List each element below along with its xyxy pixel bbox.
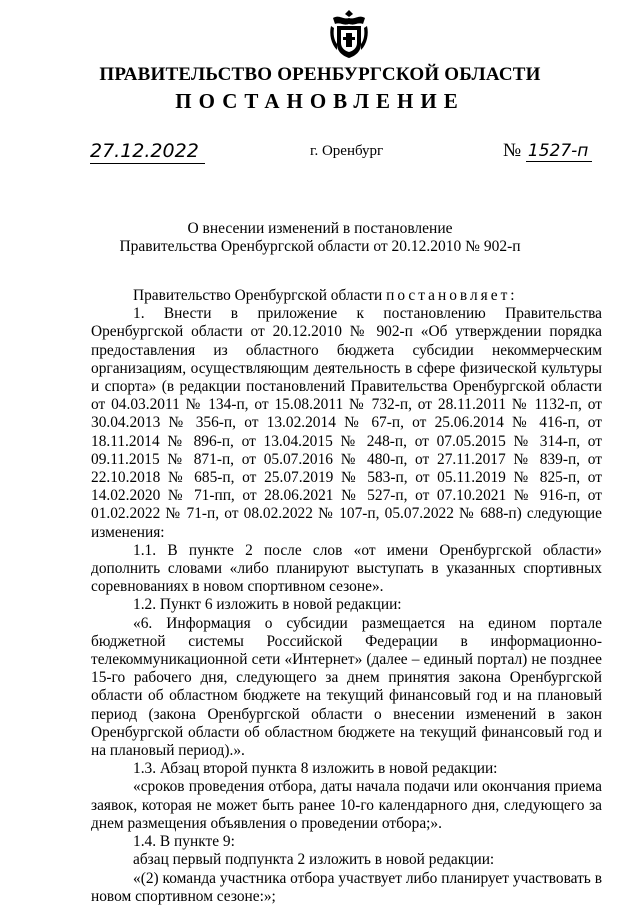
oblast-coat-of-arms-icon	[327, 8, 371, 60]
number-value: 1527-п	[526, 141, 593, 162]
document-number	[503, 140, 592, 162]
paragraph-1-2: 1.2. Пункт 6 изложить в новой редакции:	[133, 596, 402, 614]
document-body	[91, 287, 602, 906]
number-label: №	[503, 140, 522, 161]
intro-paragraph	[91, 287, 602, 305]
subject-line-2: Правительства Оренбургской области от 20.12.2010 № 902-п	[119, 238, 521, 255]
paragraph-item-6: «6. Информация о субсидии размещается на едином портале бюджетной системы Российской Федерации в информационно-телекоммуникационной сети «Интернет» (далее – единый портал) не позднее 15-го рабочего дня, следующего за днем принятия закона Оренбургской области об областном бюджете на текущий финансовый год и на плановый период (закона Оренбургской области о внесении изменений в закон Оренбургской области об областном бюджете на текущий финансовый год и на плановый период).».	[91, 614, 602, 760]
organization-title: ПРАВИТЕЛЬСТВО ОРЕНБУРГСКОЙ ОБЛАСТИ	[99, 64, 541, 85]
paragraph-item-8: «сроков проведения отбора, даты начала подачи или окончания приема заявок, которая не может быть ранее 10-го календарного дня, следующего за днем размещения объявления о проведении отбора;».	[91, 778, 602, 832]
paragraph-subitem-2-text: «(2) команда участника отбора участвует либо планирует участвовать в новом спортивном сезоне:»;	[91, 869, 602, 905]
paragraph-subitem-2: абзац первый подпункта 2 изложить в новой редакции:	[133, 851, 495, 869]
document-city: г. Оренбург	[310, 143, 384, 159]
intro-prefix: Правительство Оренбургской области	[133, 287, 387, 304]
paragraph-1-1: 1.1. В пункте 2 после слов «от имени Оренбургской области» дополнить словами «либо планируют выступать в указанных спортивных соревнованиях в новом спортивном сезоне».	[91, 541, 602, 596]
intro-decree-word: постановляет:	[386, 287, 518, 304]
document-subject	[0, 220, 640, 256]
document-date: 27.12.2022	[90, 140, 205, 164]
subject-line-1: О внесении изменений в постановление	[187, 220, 453, 237]
paragraph-1: 1. Внести в приложение к постановлению Правительства Оренбургской области от 20.12.2010 № 902-п «Об утверждении порядка предоставления из областного бюджета субсидии некоммерческим организациям, осуществляющим деятельность в сфере физической культуры и спорта» (в редакции постановлений Правительства Оренбургской области от 04.03.2011 № 134-п, от 15.08.2011 № 732-п, от 28.11.2011 № 1132-п, от 30.04.2013 № 356-п, от 13.02.2014 № 67-п, от 25.06.2014 № 416-п, от 18.11.2014 № 896-п, от 13.04.2015 № 248-п, от 07.05.2015 № 314-п, от 09.11.2015 № 871-п, от 05.07.2016 № 480-п, от 27.11.2017 № 839-п, от 22.10.2018 № 685-п, от 25.07.2019 № 583-п, от 05.11.2019 № 825-п, от 14.02.2020 № 71-пп, от 28.06.2021 № 527-п, от 07.10.2021 № 916-п, от 01.02.2022 № 71-п, от 08.02.2022 № 107-п, 05.07.2022 № 688-п) следующие изменения:	[91, 305, 602, 541]
paragraph-1-3: 1.3. Абзац второй пункта 8 изложить в новой редакции:	[133, 760, 498, 778]
paragraph-1-4: 1.4. В пункте 9:	[133, 833, 235, 851]
document-type-title: ПОСТАНОВЛЕНИЕ	[175, 89, 465, 113]
